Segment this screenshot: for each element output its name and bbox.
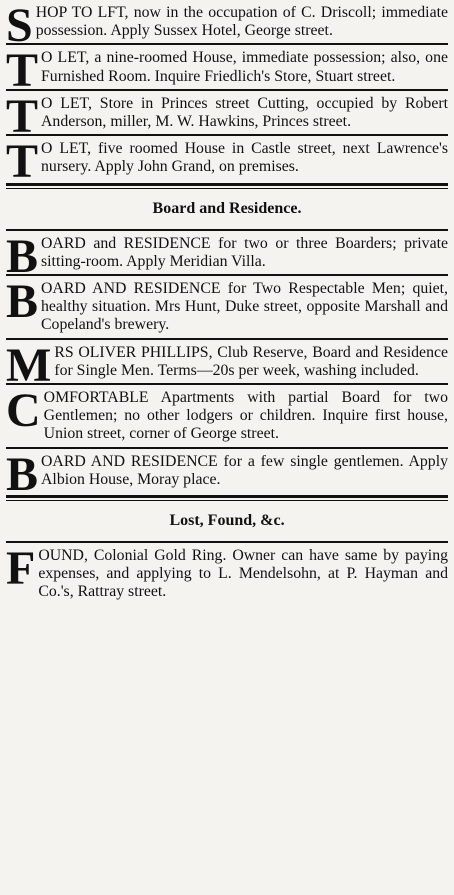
divider [6, 43, 448, 45]
ad-mrs-phillips [6, 338, 448, 392]
drop-cap: T [6, 89, 39, 143]
ad-text: O LET, a nine-roomed House, immediate possession; also, one Furnished Room. Inquire Friedlich's Store, Stuart street. [41, 49, 448, 85]
section-rule [6, 183, 448, 189]
divider [6, 89, 448, 91]
ad-comfortable-apartments [6, 384, 448, 444]
drop-cap: S [6, 0, 33, 52]
ad-board-two-men [6, 275, 448, 335]
divider [6, 447, 448, 449]
ad-text: OARD AND RESIDENCE for a few single gentlemen. Apply Albion House, Moray place. [41, 452, 448, 488]
ad-text: O LET, Store in Princes street Cutting, occupied by Robert Anderson, miller, M. W. Hawkins, Princes street. [41, 94, 448, 131]
ad-store-to-let [6, 89, 448, 143]
ad-text: HOP TO LFT, now in the occupation of C. Driscoll; immediate possession. Apply Sussex Hotel, George street. [35, 4, 448, 40]
section-heading-lost: Lost, Found, &c. [169, 512, 285, 530]
drop-cap: B [6, 275, 39, 329]
divider [6, 134, 448, 136]
divider [6, 229, 448, 231]
drop-cap: F [6, 542, 36, 596]
ad-text: OUND, Colonial Gold Ring. Owner can have same by paying expenses, and applying to L. Mendelsohn, at P. Hayman and Co.'s, Rattray street. [38, 547, 448, 601]
drop-cap: M [6, 338, 52, 392]
drop-cap: B [6, 447, 39, 501]
divider [6, 274, 448, 276]
drop-cap: B [6, 229, 39, 283]
section-rule [6, 495, 448, 501]
ad-board-meridian [6, 229, 448, 283]
ad-text: O LET, five roomed House in Castle street, next Lawrence's nursery. Apply John Grand, on premises. [41, 140, 448, 176]
drop-cap: T [6, 44, 39, 98]
section-heading-board: Board and Residence. [152, 199, 302, 217]
divider [6, 383, 448, 385]
ad-text: OMFORTABLE Apartments with partial Board for two Gentlemen; no other lodgers or children. Inquire first house, Union street, corner of George street. [43, 389, 448, 443]
ad-five-roomed-house [6, 135, 448, 189]
ad-text: RS OLIVER PHILLIPS, Club Reserve, Board and Residence for Single Men. Terms—20s per week, washing included. [54, 343, 448, 379]
divider [6, 541, 448, 543]
ad-board-albion [6, 447, 448, 501]
ad-found-ring [6, 542, 448, 602]
ad-shop-to-let [6, 0, 448, 52]
drop-cap: C [6, 384, 41, 438]
ad-house-to-let [6, 44, 448, 98]
drop-cap: T [6, 135, 39, 189]
ad-text: OARD and RESIDENCE for two or three Boarders; private sitting-room. Apply Meridian Villa. [41, 234, 448, 270]
ad-text: OARD AND RESIDENCE for Two Respectable Men; quiet, healthy situation. Mrs Hunt, Duke street, opposite Marshall and Copeland's brewery. [41, 280, 448, 334]
divider [6, 338, 448, 340]
